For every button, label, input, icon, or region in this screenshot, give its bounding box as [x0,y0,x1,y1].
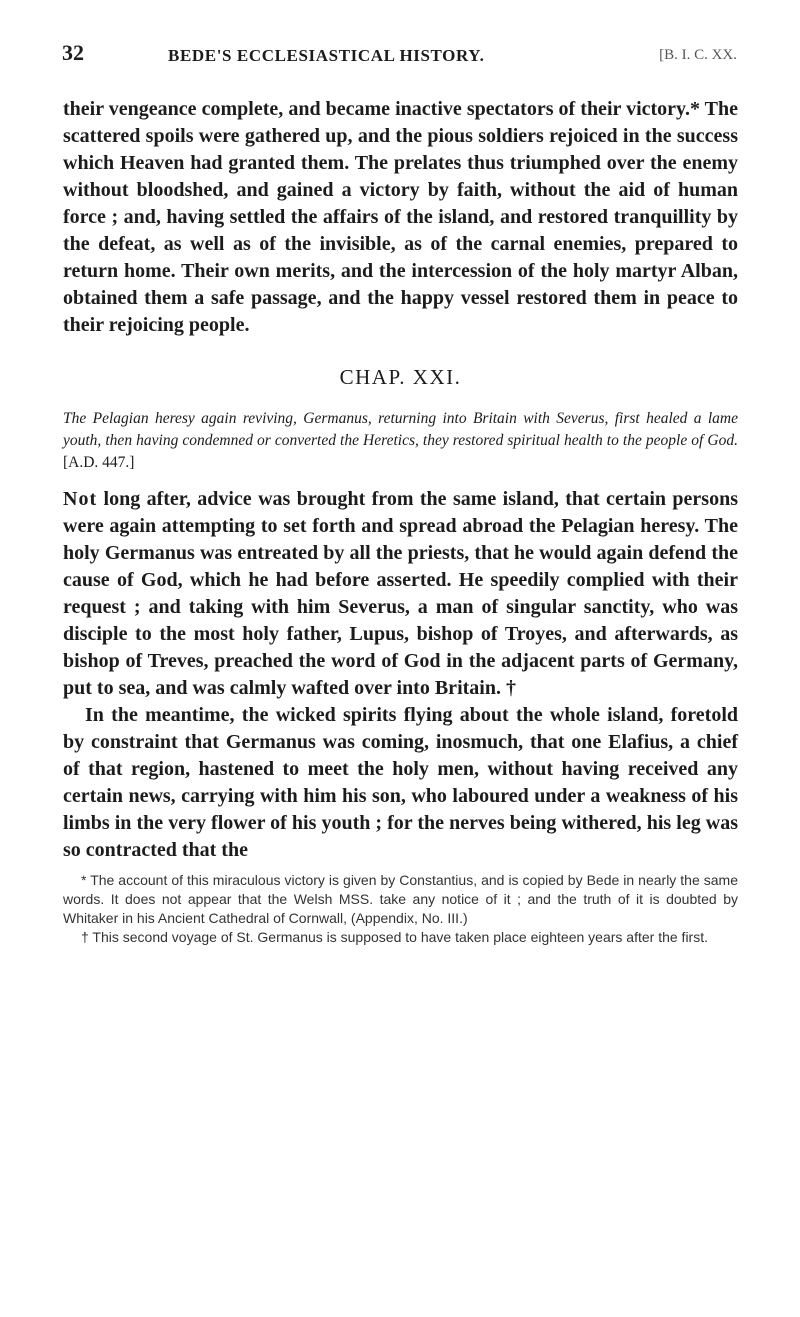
chapter-summary-text: The Pelagian heresy again reviving, Germanus, returning into Britain with Severus, first healed a lame youth, then having condemned or converted the Heretics, they restored spiritual health to the people of God. [63,410,738,449]
page-number: 32 [62,40,84,65]
page-header [63,40,738,70]
footnote-1: * The account of this miraculous victory is given by Constantius, and is copied by Bede in nearly the same words. It does not appear that the Welsh MSS. take any notice of it ; and the truth of it is doubted by Whitaker in his Ancient Cathedral of Cornwall, (Appendix, No. III.) [63,872,738,926]
chapter-summary [63,408,738,474]
chapter-date: [A.D. 447.] [63,454,135,471]
book-chapter-reference: [B. I. C. XX. [659,47,737,63]
continuation-paragraph: their vengeance complete, and became inactive spectators of their victory.* The scattered spoils were gathered up, and the pious soldiers rejoiced in the success which Heaven had granted them. The prelates thus triumphed over the enemy without bloodshed, and gained a victory by faith, without the aid of human force ; and, having settled the affairs of the island, and restored tranquillity by the defeat, as well as of the invisible, as of the carnal enemies, prepared to return home. Their own merits, and the intercession of the holy martyr Alban, obtained them a safe passage, and the happy vessel restored them in peace to their rejoicing people. [63,98,738,336]
body-paragraph-1-text: long after, advice was brought from the same island, that certain persons were again attempting to set forth and spread abroad the Pelagian heresy. The holy Germanus was entreated by all the priests, that he would again defend the cause of God, which he had before asserted. He speedily complied with their request ; and taking with him Severus, a man of singular sanctity, who was disciple to the most holy father, Lupus, bishop of Troyes, and afterwards, as bishop of Treves, preached the word of God in the adjacent parts of Germany, put to sea, and was calmly wafted over into Britain. † [63,488,738,699]
body-paragraph-1 [63,486,738,702]
footnote-2: † This second voyage of St. Germanus is supposed to have taken place eighteen years after the first. [81,929,708,945]
lead-word: Not [63,488,98,510]
footnotes [63,871,738,947]
body-paragraph-2: In the meantime, the wicked spirits flying about the whole island, foretold by constraint that Germanus was coming, inosmuch, that one Elafius, a chief of that region, hastened to meet the holy men, without having received any certain news, carrying with him his son, who laboured under a weakness of his limbs in the very flower of his youth ; for the nerves being withered, his leg was so contracted that the [63,704,738,861]
chapter-title: CHAP. XXI. [339,365,462,389]
running-head: BEDE'S ECCLESIASTICAL HISTORY. [168,46,485,65]
